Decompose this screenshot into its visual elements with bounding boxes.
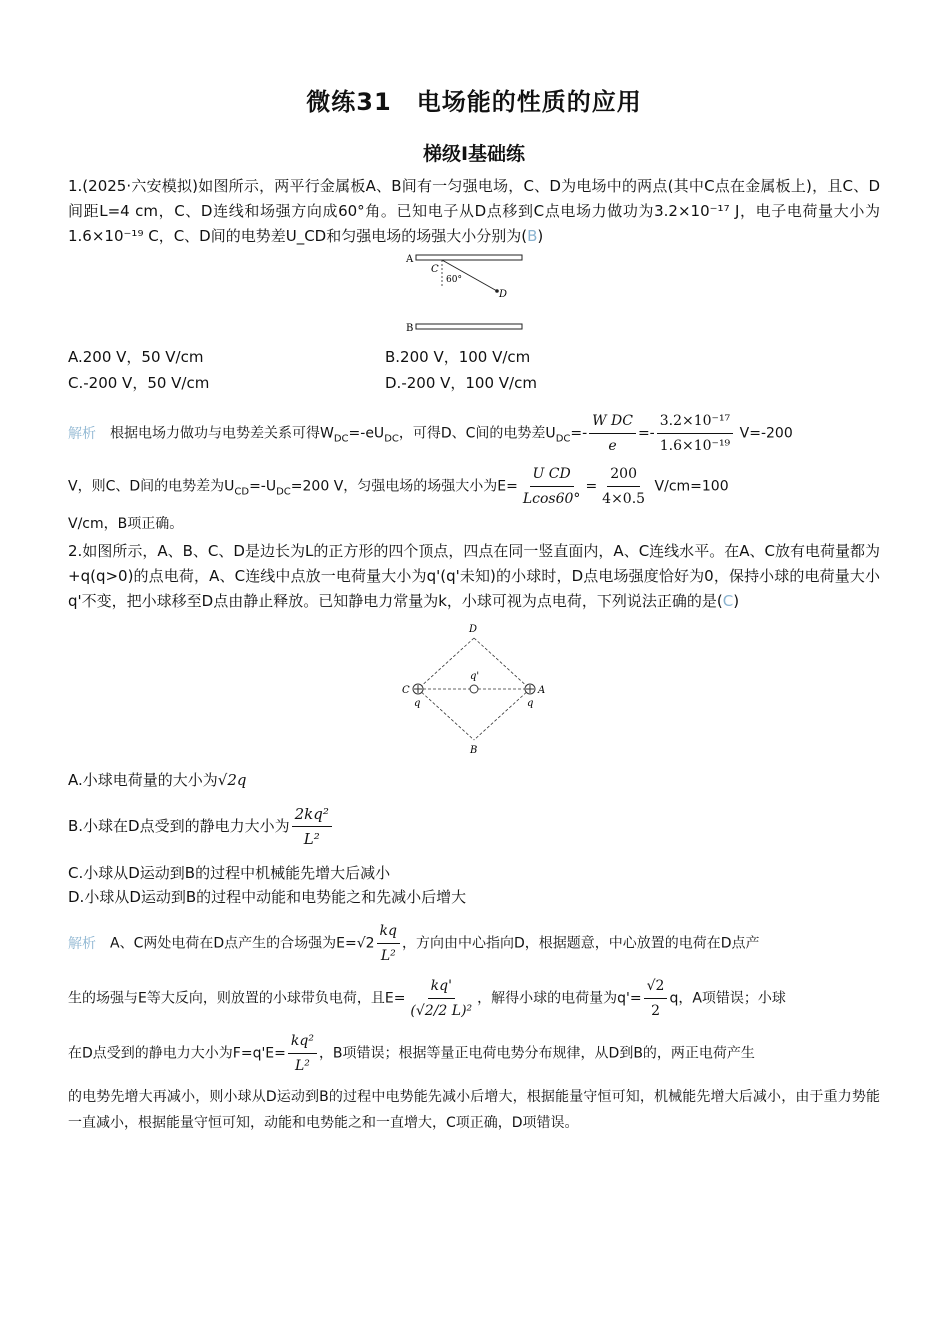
fraction: $\frac{kq'}{\text{(√2/2 L)²}}$ bbox=[407, 974, 475, 1023]
question-1-options bbox=[68, 345, 880, 395]
option-a[interactable]: A.200 V，50 V/cm bbox=[68, 348, 204, 366]
fraction: $\frac{200}{4\times 0.5}$ bbox=[599, 462, 648, 511]
vertex-a-label: A bbox=[538, 685, 546, 696]
solution-line-2: 生的场强与E等大反向，则放置的小球带负电荷，且E= $\frac{kq'}{\text{(√2/2 L)²}}$ ，解得小球的电荷量为q'= $\frac{√2}{2}$ q，A项错误；小球 bbox=[68, 974, 880, 1023]
solution-line-3: V/cm，B项正确。 bbox=[68, 516, 184, 532]
page bbox=[68, 78, 880, 1136]
option-c[interactable]: C.-200 V，50 V/cm bbox=[68, 374, 210, 392]
question-2-solution bbox=[68, 919, 880, 1136]
solution-line-1: 解析 根据电场力做功与电势差关系可得$W_{DC}=-eU_{DC}$，可得D、C间的电势差$U_{DC}=-$ $\frac{\text{W DC}}{e}$ =- $\frac{\text{3.2×10⁻¹⁷}}{\text{1.6×10⁻¹⁹}}$ V=-200 bbox=[68, 409, 880, 458]
option-c[interactable]: C.小球从D运动到B的过程中机械能先增大后减小 bbox=[68, 864, 391, 882]
fraction: $\frac{\text{U CD}}{Lcos60^\circ}$ bbox=[520, 462, 584, 511]
charge-a-label: q bbox=[527, 698, 534, 709]
solution-tag: 解析 bbox=[68, 935, 96, 952]
charge-c-label: q bbox=[414, 698, 421, 709]
question-2-options bbox=[68, 768, 880, 909]
solution-line-3: 在D点受到的静电力大小为F=q'E= $\frac{\text{kq²}}{\text{L²}}$ ，B项错误；根据等量正电荷电势分布规律，从D到B的，两正电荷产生 bbox=[68, 1029, 880, 1078]
option-b[interactable]: B.小球在D点受到的静电力大小为 $\frac{\text{2kq²}}{\text{L²}}$ bbox=[68, 802, 880, 851]
plate-a bbox=[416, 255, 522, 260]
solution-line-2: V，则C、D间的电势差为$U_{CD}=-U_{DC}=200$ V，匀强电场的场强大小为E= $\frac{\text{U CD}}{Lcos60^\circ}$ = $\frac{200}{4\times 0.5}$ V/cm=100 bbox=[68, 462, 880, 511]
question-2-stem: 2.如图所示，A、B、C、D是边长为L的正方形的四个顶点，四点在同一竖直面内，A、C连线水平。在A、C放有电荷量都为+q(q>0)的点电荷，A、C连线中点放一电荷量大小为q'(q'未知)的小球时，D点电场强度恰好为0，保持小球的电荷量大小q'不变，把小球移至D点由静止释放。已知静电力常量为k，小球可视为点电荷，下列说法正确的是(C) bbox=[68, 542, 880, 610]
answer-badge: B bbox=[527, 227, 538, 245]
plate-b-label: B bbox=[406, 323, 414, 334]
plate-a-label: A bbox=[406, 254, 414, 265]
fraction: $\frac{kq}{\text{L²}}$ bbox=[377, 919, 400, 968]
fraction: $\frac{\text{W DC}}{e}$ bbox=[589, 409, 636, 458]
figure-square-charges bbox=[394, 622, 554, 758]
solution-line-1: 解析 A、C两处电荷在D点产生的合场强为E=√2 $\frac{kq}{\text{L²}}$ ，方向由中心指向D，根据题意，中心放置的电荷在D点产 bbox=[68, 919, 880, 968]
point-d-label: D bbox=[499, 289, 508, 300]
point-c-label: C bbox=[431, 264, 439, 275]
page-title: 微练31 电场能的性质的应用 bbox=[306, 88, 642, 116]
plate-b bbox=[416, 324, 522, 329]
fraction: $\frac{\text{2kq²}}{\text{L²}}$ bbox=[292, 802, 332, 851]
question-1-solution bbox=[68, 409, 880, 537]
vertex-c-label: C bbox=[402, 685, 410, 696]
option-d[interactable]: D.-200 V，100 V/cm bbox=[385, 374, 537, 392]
vertex-d-label: D bbox=[469, 624, 478, 635]
fraction: $\frac{\text{kq²}}{\text{L²}}$ bbox=[288, 1029, 317, 1078]
fraction: $\frac{√2}{2}$ bbox=[644, 974, 668, 1023]
small-ball bbox=[470, 685, 478, 693]
answer-badge: C bbox=[722, 592, 734, 610]
section-title: 梯级Ⅰ基础练 bbox=[422, 143, 526, 165]
ball-label: q' bbox=[470, 671, 480, 682]
solution-line-4: 的电势先增大再减小，则小球从D运动到B的过程中电势能先减小后增大，根据能量守恒可知，机械能先增大后减小，由于重力势能一直减小，根据能量守恒可知，动能和电势能之和一直增大，C项正确，D项错误。 bbox=[68, 1089, 880, 1131]
option-a[interactable]: A.小球电荷量的大小为√2q bbox=[68, 771, 247, 789]
vertex-b-label: B bbox=[470, 745, 478, 756]
angle-label: 60° bbox=[446, 275, 462, 285]
question-1-stem: 1.(2025·六安模拟)如图所示，两平行金属板A、B间有一匀强电场，C、D为电场中的两点(其中C点在金属板上)，且C、D间距L=4 cm，C、D连线和场强方向成60°角。已知电子从D点移到C点电场力做功为3.2×10⁻¹⁷ J，电子电荷量大小为1.6×10⁻¹⁹ C，C、D间的电势差U_CD和匀强电场的场强大小分别为(B) bbox=[68, 177, 880, 245]
figure-parallel-plates bbox=[404, 253, 544, 337]
fraction: $\frac{\text{3.2×10⁻¹⁷}}{\text{1.6×10⁻¹⁹}}$ bbox=[657, 409, 733, 458]
solution-tag: 解析 bbox=[68, 425, 96, 442]
option-b[interactable]: B.200 V，100 V/cm bbox=[385, 348, 531, 366]
option-d[interactable]: D.小球从D运动到B的过程中动能和电势能之和先减小后增大 bbox=[68, 888, 467, 906]
